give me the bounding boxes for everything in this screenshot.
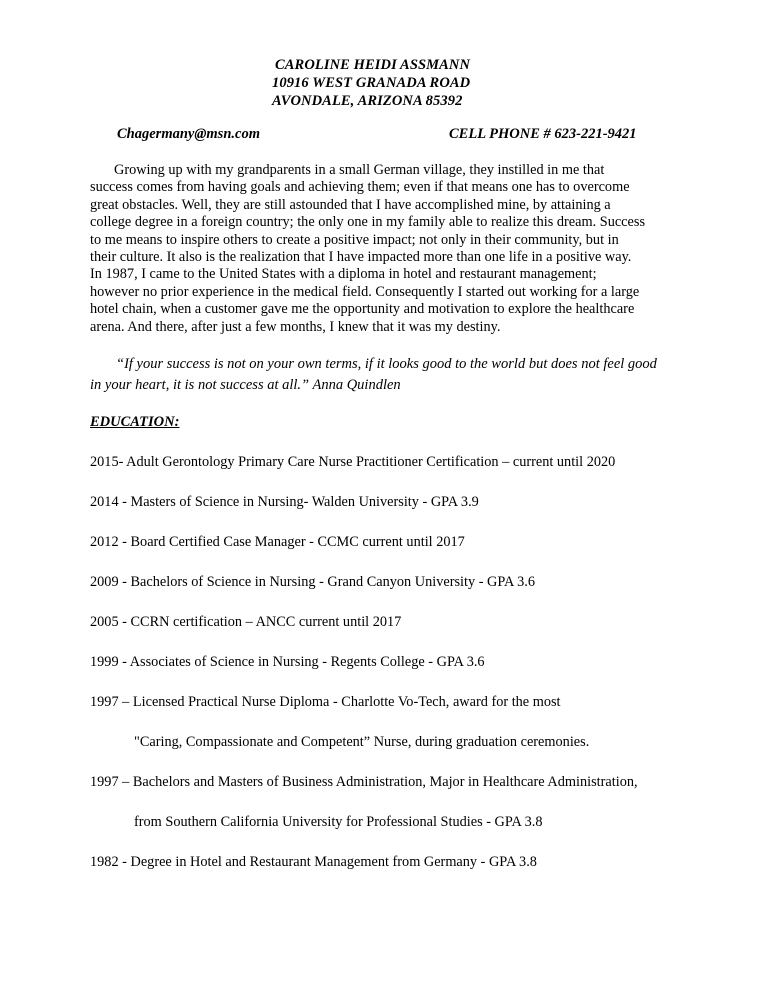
education-entry-continuation: from Southern California University for Professional Studies - GPA 3.8: [134, 814, 543, 830]
education-entry: 2012 - Board Certified Case Manager - CCMC current until 2017: [90, 534, 465, 550]
education-heading: EDUCATION:: [90, 414, 180, 430]
intro-line: In 1987, I came to the United States with a diploma in hotel and restaurant management;: [90, 266, 597, 283]
intro-line: their culture. It also is the realization that I have impacted more than one life in a positive way.: [90, 249, 632, 266]
education-entry: 2015- Adult Gerontology Primary Care Nurse Practitioner Certification – current until 2020: [90, 454, 616, 470]
intro-line: success comes from having goals and achieving them; even if that means one has to overcome: [90, 179, 630, 196]
intro-line: however no prior experience in the medical field. Consequently I started out working for a large: [90, 283, 640, 300]
email-address[interactable]: Chagermany@msn.com: [117, 126, 260, 142]
education-entry: 1997 – Bachelors and Masters of Business Administration, Major in Healthcare Administration,: [90, 774, 638, 790]
city-state-zip: AVONDALE, ARIZONA 85392: [272, 93, 463, 109]
education-entry: 2014 - Masters of Science in Nursing- Walden University - GPA 3.9: [90, 494, 479, 510]
candidate-name: CAROLINE HEIDI ASSMANN: [275, 57, 471, 73]
quote-line: in your heart, it is not success at all.” Anna Quindlen: [90, 377, 401, 393]
intro-line: to me means to inspire others to create a positive impact; not only in their community, but in: [90, 231, 619, 248]
quote-line: “If your success is not on your own terms, if it looks good to the world but does not feel good: [116, 356, 657, 372]
quote-block: [90, 354, 670, 396]
education-entry-continuation: "Caring, Compassionate and Competent” Nurse, during graduation ceremonies.: [134, 734, 590, 750]
intro-line: arena. And there, after just a few months, I knew that it was my destiny.: [90, 318, 501, 335]
intro-line: great obstacles. Well, they are still astounded that I have accomplished mine, by attaining a: [90, 196, 611, 213]
education-entry: 1982 - Degree in Hotel and Restaurant Management from Germany - GPA 3.8: [90, 854, 537, 870]
education-entry: 2009 - Bachelors of Science in Nursing - Grand Canyon University - GPA 3.6: [90, 574, 535, 590]
intro-line: Growing up with my grandparents in a small German village, they instilled in me that: [114, 162, 605, 178]
intro-line: hotel chain, when a customer gave me the opportunity and motivation to explore the healthcare: [90, 301, 635, 318]
intro-line: college degree in a foreign country; the only one in my family able to realize this dream. Success: [90, 214, 646, 231]
resume-header: [272, 56, 470, 110]
cell-phone: CELL PHONE # 623-221-9421: [449, 126, 637, 142]
education-entry: 2005 - CCRN certification – ANCC current until 2017: [90, 614, 402, 630]
education-entry: 1999 - Associates of Science in Nursing - Regents College - GPA 3.6: [90, 654, 485, 670]
intro-paragraph: [90, 162, 662, 336]
education-entry: 1997 – Licensed Practical Nurse Diploma - Charlotte Vo-Tech, award for the most: [90, 694, 561, 710]
street-address: 10916 WEST GRANADA ROAD: [272, 75, 471, 91]
